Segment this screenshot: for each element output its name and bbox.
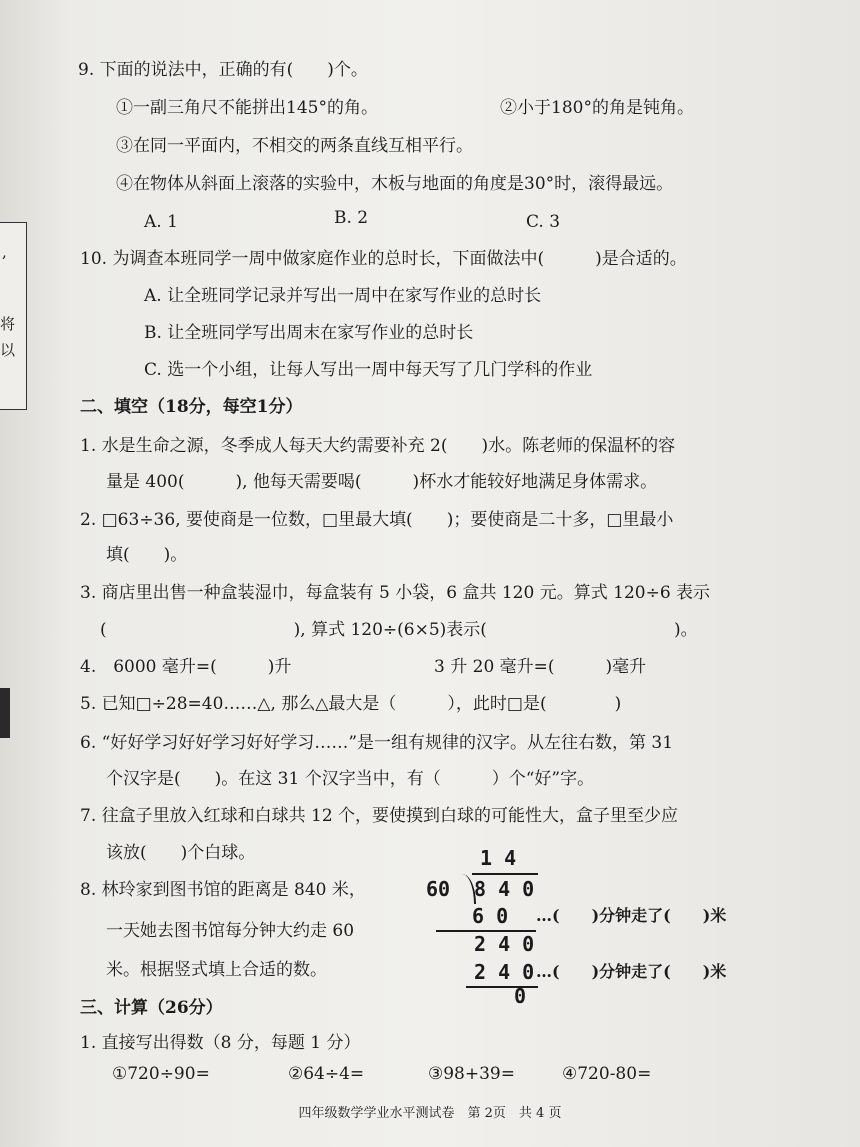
fill-2-line-1: 2. □63÷36, 要使商是一位数，□里最大填( )；要使商是二十多，□里最小 bbox=[80, 510, 674, 530]
division-row-1: 6 0 bbox=[472, 904, 509, 928]
long-division bbox=[426, 846, 756, 1006]
division-remainder: 0 bbox=[514, 984, 527, 1008]
calc-1-item-3: ③98+39= bbox=[428, 1064, 515, 1084]
fill-1-line-1: 1. 水是生命之源，冬季成人每天大约需要补充 2( )水。陈老师的保温杯的容 bbox=[80, 436, 676, 456]
fill-4-part-a: 4. 6000 毫升=( )升 bbox=[80, 657, 292, 677]
q10-option-c: C. 选一个小组，让每人写出一周中每天写了几门学科的作业 bbox=[144, 360, 593, 380]
margin-char: , bbox=[2, 243, 7, 261]
margin-char: 以 bbox=[0, 341, 16, 359]
fill-4-part-b: 3 升 20 毫升=( )毫升 bbox=[434, 657, 647, 677]
calc-1-item-2: ②64÷4= bbox=[288, 1064, 365, 1084]
division-note-2: …( )分钟走了( )米 bbox=[536, 962, 727, 981]
division-divisor: 60 bbox=[426, 877, 451, 901]
fill-5-line-1: 5. 已知□÷28=40……△, 那么△最大是（ ），此时□是( ) bbox=[80, 694, 622, 714]
q10-option-a: A. 让全班同学记录并写出一周中在家写作业的总时长 bbox=[144, 286, 542, 306]
q10-option-b: B. 让全班同学写出周末在家写作业的总时长 bbox=[144, 323, 474, 343]
division-dividend: 8 4 0 bbox=[474, 877, 535, 901]
calc-1-title: 1. 直接写出得数（8 分，每题 1 分） bbox=[80, 1033, 361, 1053]
section-3-title: 三、计算（26分） bbox=[80, 998, 223, 1018]
q9-statement-4: ④在物体从斜面上滚落的实验中，木板与地面的角度是30°时，滚得最远。 bbox=[116, 174, 674, 194]
fill-2-line-2: 填( )。 bbox=[106, 545, 188, 565]
q9-option-c: C. 3 bbox=[526, 212, 561, 232]
page-footer: 四年级数学学业水平测试卷 第 2页 共 4 页 bbox=[298, 1106, 562, 1121]
margin-char: 将 bbox=[0, 315, 16, 333]
division-quotient: 1 4 bbox=[480, 846, 517, 870]
fill-6-line-1: 6. “好好学习好好学习好好学习……”是一组有规律的汉字。从左往右数，第 31 bbox=[80, 733, 674, 753]
division-note-1: …( )分钟走了( )米 bbox=[536, 906, 727, 925]
section-2-title: 二、填空（18分，每空1分） bbox=[80, 397, 303, 417]
q9-option-a: A. 1 bbox=[144, 212, 178, 232]
fill-1-line-2: 量是 400( ), 他每天需要喝( )杯水才能较好地满足身体需求。 bbox=[106, 472, 658, 492]
fill-8-line-2: 一天她去图书馆每分钟大约走 60 bbox=[106, 921, 355, 941]
calc-1-item-4: ④720-80= bbox=[562, 1064, 652, 1084]
fill-7-line-1: 7. 往盒子里放入红球和白球共 12 个，要使摸到白球的可能性大，盒子里至少应 bbox=[80, 806, 679, 826]
division-row-3: 2 4 0 bbox=[474, 960, 535, 984]
binding-margin-box bbox=[0, 222, 27, 410]
q9-statement-1: ①一副三角尺不能拼出145°的角。 bbox=[116, 98, 378, 118]
binding-edge-mark bbox=[0, 688, 10, 738]
q9-option-b: B. 2 bbox=[334, 208, 369, 228]
fill-6-line-2: 个汉字是( )。在这 31 个汉字当中，有（ ）个“好”字。 bbox=[106, 769, 595, 789]
q9-statement-3: ③在同一平面内，不相交的两条直线互相平行。 bbox=[116, 136, 473, 156]
division-rule-2 bbox=[466, 986, 538, 988]
fill-7-line-2: 该放( )个白球。 bbox=[106, 843, 256, 863]
calc-1-item-1: ①720÷90= bbox=[112, 1064, 210, 1084]
q9-statement-2: ②小于180°的角是钝角。 bbox=[500, 98, 694, 118]
fill-8-line-1: 8. 林玲家到图书馆的距离是 840 米， bbox=[80, 880, 366, 900]
fill-3-line-1: 3. 商店里出售一种盒装湿巾，每盒装有 5 小袋，6 盒共 120 元。算式 120÷6 表示 bbox=[80, 583, 711, 603]
division-top-rule bbox=[472, 873, 538, 875]
q10-stem: 10. 为调查本班同学一周中做家庭作业的总时长，下面做法中( )是合适的。 bbox=[80, 249, 687, 269]
q9-stem: 9. 下面的说法中，正确的有( )个。 bbox=[78, 60, 368, 80]
fill-8-line-3: 米。根据竖式填上合适的数。 bbox=[106, 960, 327, 980]
division-row-2: 2 4 0 bbox=[474, 932, 535, 956]
fill-3-line-2: ( ), 算式 120÷(6×5)表示( )。 bbox=[100, 620, 698, 640]
